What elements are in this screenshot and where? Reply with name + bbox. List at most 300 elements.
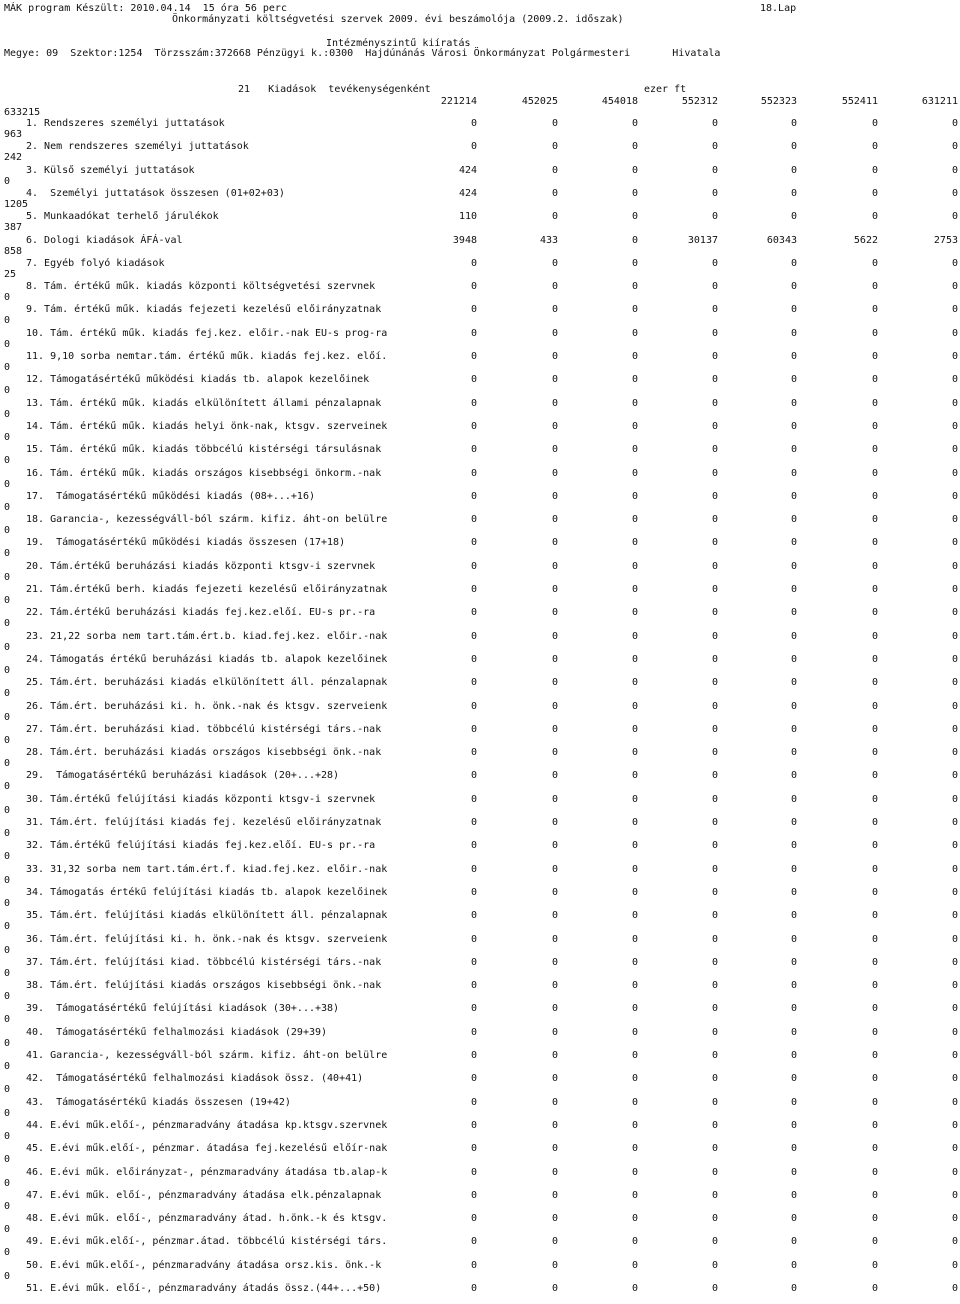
row-carry-value: 25 — [4, 268, 17, 280]
row-value: 0 — [631, 490, 638, 502]
row-value: 0 — [951, 1096, 958, 1108]
row-value: 0 — [551, 840, 558, 852]
row-label: 1. Rendszeres személyi juttatások — [26, 118, 225, 129]
row-value: 0 — [470, 118, 477, 129]
row-carry-value: 0 — [4, 1154, 11, 1166]
row-value: 0 — [551, 770, 558, 782]
row-value: 0 — [871, 700, 878, 712]
row-value: 0 — [790, 747, 797, 759]
row-value: 0 — [951, 723, 958, 735]
row-value: 0 — [551, 444, 558, 456]
row-carry-value: 0 — [4, 1014, 11, 1026]
row-label: 47. E.évi műk. előí-, pénzmaradvány átadása elk.pénzalapnak — [26, 1189, 382, 1201]
row-value: 0 — [470, 1283, 477, 1294]
first-carry-value: 633215 — [4, 107, 41, 118]
row-value: 0 — [871, 1073, 878, 1085]
row-value: 0 — [711, 700, 718, 712]
row-value: 0 — [551, 1283, 558, 1294]
row-value: 0 — [551, 1259, 558, 1271]
row-value: 0 — [551, 327, 558, 339]
row-value: 0 — [790, 560, 797, 572]
row-value: 0 — [871, 211, 878, 223]
row-value: 0 — [551, 723, 558, 735]
row-value: 0 — [790, 1189, 797, 1201]
row-value: 0 — [470, 327, 477, 339]
row-value: 0 — [951, 281, 958, 293]
row-value: 0 — [711, 607, 718, 619]
row-value: 0 — [790, 327, 797, 339]
row-value: 0 — [790, 1213, 797, 1225]
row-label: 18. Garancia-, kezességváll-ból szárm. kifiz. áht-on belülre — [26, 514, 388, 526]
row-value: 0 — [631, 397, 638, 409]
row-value: 0 — [551, 118, 558, 129]
row-value: 0 — [551, 956, 558, 968]
row-carry-value: 0 — [4, 1224, 11, 1236]
row-value: 0 — [711, 1236, 718, 1248]
row-value: 0 — [790, 723, 797, 735]
row-value: 0 — [470, 1096, 477, 1108]
row-value: 0 — [790, 863, 797, 875]
row-value: 0 — [551, 1073, 558, 1085]
row-label: 6. Dologi kiadások ÁFÁ-val — [26, 234, 183, 246]
row-label: 10. Tám. értékű műk. kiadás fej.kez. előir.-nak EU-s prog-ra — [26, 327, 388, 339]
row-value: 0 — [631, 1213, 638, 1225]
row-value: 0 — [631, 630, 638, 642]
row-value: 0 — [470, 747, 477, 759]
row-value: 0 — [790, 1283, 797, 1294]
row-value: 0 — [551, 793, 558, 805]
row-value: 0 — [711, 1166, 718, 1178]
row-value: 0 — [790, 607, 797, 619]
row-value: 424 — [458, 187, 477, 199]
row-label: 7. Egyéb folyó kiadások — [26, 257, 165, 269]
row-value: 0 — [631, 537, 638, 549]
row-value: 0 — [711, 257, 718, 269]
row-carry-value: 0 — [4, 525, 11, 537]
row-value: 0 — [790, 910, 797, 922]
row-value: 0 — [470, 444, 477, 456]
row-value: 0 — [951, 118, 958, 129]
institution-line: Megye: 09 Szektor:1254 Törzsszám:372668 Pénzügyi k.:0300 Hajdúnánás Városi Önkormányzat Polgármesteri Hivatala — [4, 48, 721, 59]
row-value: 0 — [551, 677, 558, 689]
row-value: 0 — [711, 863, 718, 875]
row-value: 0 — [871, 956, 878, 968]
row-value: 0 — [951, 1073, 958, 1085]
row-value: 0 — [790, 1143, 797, 1155]
row-carry-value: 0 — [4, 1107, 11, 1119]
row-value: 0 — [951, 1003, 958, 1015]
row-value: 0 — [711, 514, 718, 526]
row-value: 0 — [631, 420, 638, 432]
row-value: 0 — [790, 793, 797, 805]
row-value: 0 — [631, 863, 638, 875]
row-value: 0 — [790, 374, 797, 386]
row-carry-value: 0 — [4, 571, 11, 583]
row-label: 51. E.évi műk. előí-, pénzmaradvány átadás össz.(44+...+50) — [26, 1283, 382, 1294]
row-carry-value: 0 — [4, 1270, 11, 1282]
row-value: 0 — [871, 351, 878, 362]
row-label: 19. Támogatásértékű működési kiadás összesen (17+18) — [26, 537, 346, 549]
row-value: 0 — [790, 1026, 797, 1038]
row-value: 0 — [711, 327, 718, 339]
row-value: 0 — [711, 793, 718, 805]
row-value: 0 — [951, 1026, 958, 1038]
row-label: 20. Tám.értékű beruházási kiadás központi ktsgv-i szervnek — [26, 560, 376, 572]
row-label: 5. Munkaadókat terhelő járulékok — [26, 211, 219, 223]
row-value: 0 — [551, 211, 558, 223]
row-carry-value: 0 — [4, 385, 11, 397]
row-value: 0 — [711, 770, 718, 782]
row-value: 0 — [711, 910, 718, 922]
row-value: 0 — [951, 933, 958, 945]
row-value: 0 — [711, 1096, 718, 1108]
row-value: 0 — [790, 420, 797, 432]
row-value: 0 — [790, 1259, 797, 1271]
row-value: 0 — [711, 304, 718, 316]
row-value: 0 — [551, 1050, 558, 1061]
row-value: 0 — [470, 560, 477, 572]
row-value: 0 — [951, 584, 958, 595]
row-value: 0 — [470, 1213, 477, 1225]
row-label: 33. 31,32 sorba nem tart.tám.ért.f. kiad.fej.kez. előir.-nak — [26, 863, 388, 875]
row-value: 0 — [871, 770, 878, 782]
row-label: 16. Tám. értékű műk. kiadás országos kisebbségi önkorm.-nak — [26, 467, 382, 479]
row-value: 0 — [790, 770, 797, 782]
row-carry-value: 0 — [4, 431, 11, 443]
row-value: 0 — [551, 374, 558, 386]
row-value: 0 — [551, 933, 558, 945]
row-value: 0 — [790, 490, 797, 502]
row-label: 8. Tám. értékű műk. kiadás központi költségvetési szervnek — [26, 281, 376, 293]
row-value: 3948 — [452, 234, 477, 246]
row-carry-value: 0 — [4, 175, 11, 187]
row-value: 0 — [871, 723, 878, 735]
row-label: 50. E.évi műk.előí-, pénzmaradvány átadása orsz.kis. önk.-k — [26, 1259, 382, 1271]
row-value: 0 — [790, 933, 797, 945]
row-value: 0 — [470, 630, 477, 642]
row-value: 0 — [871, 374, 878, 386]
row-carry-value: 0 — [4, 338, 11, 350]
row-value: 0 — [551, 700, 558, 712]
row-value: 0 — [711, 1026, 718, 1038]
report-subtitle: Intézményszintű kiíratás — [326, 38, 471, 49]
row-value: 0 — [631, 910, 638, 922]
row-value: 0 — [790, 281, 797, 293]
row-value: 0 — [711, 653, 718, 665]
row-value: 0 — [551, 980, 558, 992]
row-value: 0 — [871, 420, 878, 432]
row-value: 0 — [470, 397, 477, 409]
row-value: 0 — [470, 840, 477, 852]
row-value: 0 — [470, 141, 477, 153]
row-value: 0 — [790, 653, 797, 665]
column-header: 452025 — [521, 96, 558, 107]
row-label: 25. Tám.ért. beruházási kiadás elkülönített áll. pénzalapnak — [26, 677, 388, 689]
row-value: 0 — [631, 840, 638, 852]
column-header: 552411 — [841, 96, 878, 107]
row-label: 14. Tám. értékű műk. kiadás helyi önk-nak, ktsgv. szerveinek — [26, 420, 388, 432]
row-value: 0 — [470, 420, 477, 432]
row-value: 0 — [470, 956, 477, 968]
row-value: 0 — [470, 700, 477, 712]
row-value: 0 — [711, 1283, 718, 1294]
row-value: 0 — [470, 677, 477, 689]
row-carry-value: 0 — [4, 734, 11, 746]
row-value: 0 — [470, 723, 477, 735]
row-value: 0 — [871, 1119, 878, 1131]
row-value: 0 — [631, 560, 638, 572]
row-value: 0 — [631, 1143, 638, 1155]
row-value: 0 — [551, 420, 558, 432]
row-value: 0 — [551, 607, 558, 619]
row-value: 0 — [631, 118, 638, 129]
row-value: 0 — [631, 1050, 638, 1061]
row-value: 30137 — [687, 234, 718, 246]
row-label: 37. Tám.ért. felújítási kiad. többcélú kistérségi társ.-nak — [26, 956, 382, 968]
row-carry-value: 0 — [4, 618, 11, 630]
row-value: 0 — [790, 467, 797, 479]
row-value: 5622 — [853, 234, 878, 246]
row-value: 0 — [631, 793, 638, 805]
row-value: 0 — [631, 257, 638, 269]
row-label: 44. E.évi műk.előí-, pénzmaradvány átadása kp.ktsgv.szervnek — [26, 1119, 388, 1131]
row-carry-value: 0 — [4, 921, 11, 933]
header-program-line: MÁK program Készült: 2010.04.14 15 óra 56 perc — [4, 3, 287, 14]
row-value: 0 — [470, 1073, 477, 1085]
row-value: 0 — [470, 351, 477, 362]
row-value: 0 — [871, 1236, 878, 1248]
row-value: 0 — [790, 351, 797, 362]
row-value: 0 — [790, 397, 797, 409]
row-value: 0 — [951, 141, 958, 153]
row-value: 0 — [711, 420, 718, 432]
row-value: 0 — [871, 467, 878, 479]
row-carry-value: 0 — [4, 967, 11, 979]
row-value: 0 — [631, 677, 638, 689]
row-value: 0 — [711, 560, 718, 572]
row-value: 0 — [790, 164, 797, 176]
row-label: 9. Tám. értékű műk. kiadás fejezeti kezelésű előirányzatnak — [26, 304, 382, 316]
row-value: 0 — [551, 467, 558, 479]
row-value: 0 — [551, 584, 558, 595]
row-value: 0 — [871, 630, 878, 642]
row-label: 32. Tám.értékű felújítási kiadás fej.kez.előí. EU-s pr.-ra — [26, 840, 376, 852]
row-value: 424 — [458, 164, 477, 176]
row-value: 0 — [551, 653, 558, 665]
row-value: 0 — [951, 514, 958, 526]
row-value: 0 — [631, 980, 638, 992]
row-value: 0 — [711, 164, 718, 176]
row-value: 0 — [871, 1050, 878, 1061]
row-value: 0 — [871, 910, 878, 922]
row-value: 0 — [470, 281, 477, 293]
row-value: 0 — [871, 164, 878, 176]
row-value: 0 — [951, 700, 958, 712]
row-label: 45. E.évi műk.előí-, pénzmar. átadása fej.kezelésű előír-nak — [26, 1143, 388, 1155]
row-value: 0 — [551, 863, 558, 875]
row-value: 0 — [871, 537, 878, 549]
row-value: 0 — [551, 747, 558, 759]
row-value: 0 — [711, 141, 718, 153]
row-value: 0 — [711, 444, 718, 456]
row-value: 0 — [790, 1096, 797, 1108]
row-value: 0 — [790, 677, 797, 689]
row-value: 0 — [551, 630, 558, 642]
row-value: 0 — [951, 164, 958, 176]
row-value: 0 — [951, 560, 958, 572]
row-value: 0 — [631, 1096, 638, 1108]
row-value: 0 — [551, 1003, 558, 1015]
row-value: 0 — [711, 537, 718, 549]
row-value: 0 — [951, 351, 958, 362]
row-label: 29. Támogatásértékű beruházási kiadások (20+...+28) — [26, 770, 340, 782]
row-value: 0 — [871, 281, 878, 293]
row-value: 0 — [951, 677, 958, 689]
row-carry-value: 0 — [4, 292, 11, 304]
row-value: 0 — [551, 1189, 558, 1201]
row-label: 30. Tám.értékű felújítási kiadás központi ktsgv-i szervnek — [26, 793, 376, 805]
row-value: 0 — [711, 817, 718, 828]
row-value: 0 — [470, 910, 477, 922]
row-value: 0 — [551, 537, 558, 549]
row-value: 0 — [951, 257, 958, 269]
row-carry-value: 963 — [4, 129, 23, 140]
row-label: 46. E.évi műk. előirányzat-, pénzmaradvány átadása tb.alap-k — [26, 1166, 388, 1178]
row-label: 40. Támogatásértékű felhalmozási kiadások (29+39) — [26, 1026, 328, 1038]
row-value: 0 — [871, 560, 878, 572]
row-carry-value: 0 — [4, 711, 11, 723]
row-value: 0 — [790, 817, 797, 828]
row-carry-value: 1205 — [4, 198, 29, 210]
row-value: 0 — [631, 211, 638, 223]
row-value: 0 — [551, 187, 558, 199]
row-value: 0 — [470, 257, 477, 269]
row-value: 0 — [951, 1050, 958, 1061]
row-value: 0 — [711, 374, 718, 386]
row-value: 0 — [470, 537, 477, 549]
row-value: 0 — [871, 1283, 878, 1294]
row-carry-value: 0 — [4, 1247, 11, 1259]
row-value: 0 — [711, 1050, 718, 1061]
row-value: 0 — [790, 444, 797, 456]
row-value: 0 — [790, 700, 797, 712]
row-carry-value: 0 — [4, 362, 11, 373]
row-value: 0 — [711, 1003, 718, 1015]
row-value: 0 — [951, 444, 958, 456]
row-value: 0 — [551, 1119, 558, 1131]
row-value: 0 — [711, 630, 718, 642]
row-value: 0 — [551, 886, 558, 898]
row-value: 0 — [871, 327, 878, 339]
row-carry-value: 0 — [4, 758, 11, 770]
row-value: 0 — [551, 1096, 558, 1108]
row-value: 0 — [631, 281, 638, 293]
row-value: 0 — [551, 141, 558, 153]
row-value: 0 — [951, 630, 958, 642]
row-value: 0 — [951, 420, 958, 432]
row-value: 0 — [790, 1236, 797, 1248]
row-value: 0 — [631, 327, 638, 339]
row-value: 0 — [631, 164, 638, 176]
row-carry-value: 0 — [4, 408, 11, 420]
row-value: 0 — [551, 1213, 558, 1225]
row-value: 0 — [951, 397, 958, 409]
row-value: 0 — [470, 1166, 477, 1178]
row-value: 0 — [951, 653, 958, 665]
row-value: 0 — [470, 490, 477, 502]
row-label: 49. E.évi műk.előí-, pénzmar.átad. többcélú kistérségi társ. — [26, 1236, 388, 1248]
row-carry-value: 0 — [4, 1177, 11, 1189]
column-header: 631211 — [921, 96, 958, 107]
row-carry-value: 0 — [4, 664, 11, 676]
row-value: 0 — [871, 980, 878, 992]
row-value: 0 — [951, 304, 958, 316]
row-carry-value: 0 — [4, 1084, 11, 1096]
row-value: 0 — [470, 933, 477, 945]
row-value: 0 — [631, 374, 638, 386]
row-value: 0 — [951, 1259, 958, 1271]
row-label: 13. Tám. értékű műk. kiadás elkülönített állami pénzalapnak — [26, 397, 382, 409]
row-value: 0 — [551, 1236, 558, 1248]
row-value: 0 — [711, 1259, 718, 1271]
row-label: 26. Tám.ért. beruházási ki. h. önk.-nak és ktsgv. szerveienk — [26, 700, 388, 712]
row-value: 0 — [951, 886, 958, 898]
row-value: 0 — [871, 863, 878, 875]
row-value: 0 — [951, 1213, 958, 1225]
row-value: 0 — [951, 770, 958, 782]
row-label: 31. Tám.ért. felújítási kiadás fej. kezelésű előirányzatnak — [26, 817, 382, 828]
row-value: 0 — [951, 1119, 958, 1131]
row-value: 0 — [711, 584, 718, 595]
row-carry-value: 0 — [4, 1130, 11, 1142]
row-label: 3. Külső személyi juttatások — [26, 164, 195, 176]
row-value: 0 — [631, 817, 638, 828]
row-label: 42. Támogatásértékű felhalmozási kiadások össz. (40+41) — [26, 1073, 364, 1085]
row-value: 0 — [790, 514, 797, 526]
row-label: 4. Személyi juttatások összesen (01+02+03) — [26, 187, 285, 199]
row-value: 0 — [871, 1213, 878, 1225]
row-carry-value: 0 — [4, 501, 11, 513]
row-value: 0 — [631, 886, 638, 898]
row-value: 0 — [871, 1166, 878, 1178]
row-label: 48. E.évi műk. előí-, pénzmaradvány átad. h.önk.-k és ktsgv. — [26, 1213, 388, 1225]
row-value: 0 — [631, 1119, 638, 1131]
row-label: 28. Tám.ért. beruházási kiadás országos kisebbségi önk.-nak — [26, 747, 382, 759]
row-value: 0 — [551, 397, 558, 409]
row-value: 0 — [871, 1143, 878, 1155]
page-number: 18.Lap — [760, 3, 797, 14]
row-carry-value: 0 — [4, 455, 11, 467]
row-value: 0 — [711, 956, 718, 968]
row-value: 0 — [470, 374, 477, 386]
row-value: 0 — [470, 1026, 477, 1038]
row-label: 38. Tám.ért. felújítási kiadás országos kisebbségi önk.-nak — [26, 980, 382, 992]
row-value: 0 — [470, 514, 477, 526]
row-value: 0 — [631, 1283, 638, 1294]
row-value: 0 — [711, 840, 718, 852]
row-value: 0 — [711, 1119, 718, 1131]
row-value: 0 — [790, 211, 797, 223]
row-value: 0 — [951, 374, 958, 386]
row-value: 0 — [711, 211, 718, 223]
row-value: 0 — [711, 467, 718, 479]
row-value: 0 — [711, 187, 718, 199]
row-carry-value: 0 — [4, 641, 11, 653]
row-value: 0 — [951, 863, 958, 875]
unit-label: ezer ft — [644, 84, 687, 95]
row-label: 15. Tám. értékű műk. kiadás többcélú kistérségi társulásnak — [26, 444, 382, 456]
row-carry-value: 387 — [4, 222, 23, 234]
